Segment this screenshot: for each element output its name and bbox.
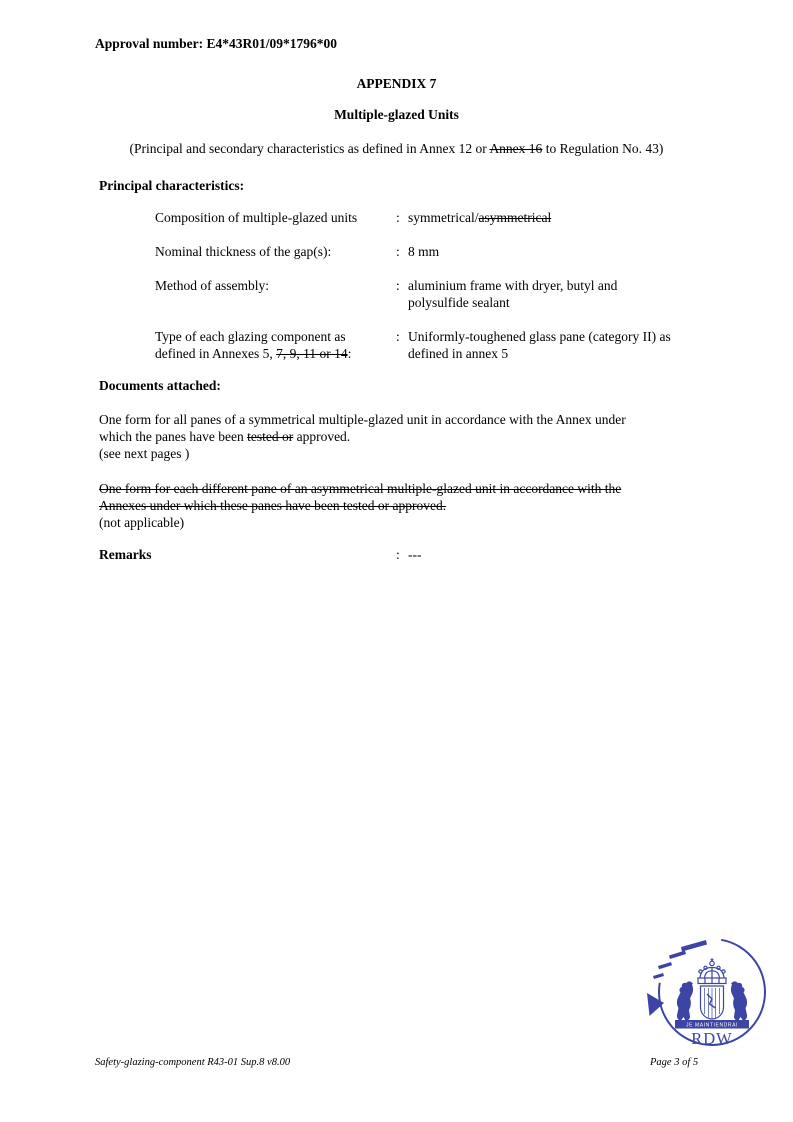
remarks-colon: : xyxy=(396,547,400,562)
remarks-value: --- xyxy=(408,547,422,562)
row-label: Nominal thickness of the gap(s): xyxy=(155,244,332,259)
row-label: Method of assembly: xyxy=(155,278,269,293)
row-value: aluminium frame with dryer, butyl and polysulfide sealant xyxy=(408,278,618,310)
table-row-glazing-type xyxy=(155,328,708,362)
remarks-row xyxy=(99,546,422,563)
row-value: symmetrical/asymmetrical xyxy=(408,210,552,225)
approval-number: Approval number: E4*43R01/09*1796*00 xyxy=(95,36,338,51)
shield-icon xyxy=(701,986,724,1019)
logo-motto: JE MAINTIENDRAI xyxy=(685,1022,739,1029)
documents-attached-heading: Documents attached: xyxy=(99,378,221,393)
rdw-stamp xyxy=(645,936,770,1052)
table-row-assembly-method xyxy=(155,277,708,311)
lion-right-icon xyxy=(731,981,747,1020)
table-row-gap-thickness xyxy=(155,243,708,260)
crown-icon xyxy=(698,958,726,983)
characteristics-table xyxy=(155,209,708,379)
row-colon: : xyxy=(396,278,400,293)
row-colon: : xyxy=(396,210,400,225)
appendix-title: APPENDIX 7 xyxy=(356,76,437,91)
logo-name: RDW xyxy=(691,1029,733,1048)
row-label: Composition of multiple-glazed units xyxy=(155,210,358,225)
documents-paragraph-asymmetrical: One form for each different pane of an asymmetrical multiple-glazed unit in accordance with the Annexes under which these panes have been tested or approved. (not applicable) xyxy=(99,481,622,530)
table-row-composition xyxy=(155,209,708,226)
row-colon: : xyxy=(396,244,400,259)
rdw-logo-icon xyxy=(645,936,770,1048)
principal-characteristics-heading: Principal characteristics: xyxy=(99,178,245,193)
footer-document-reference: Safety-glazing-component R43-01 Sup.8 v8.00 xyxy=(95,1057,291,1068)
row-value: Uniformly-toughened glass pane (category II) as defined in annex 5 xyxy=(408,329,671,361)
lion-left-icon xyxy=(677,981,693,1020)
row-value: 8 mm xyxy=(408,244,440,259)
appendix-subtitle: Multiple-glazed Units xyxy=(334,107,459,122)
remarks-label: Remarks xyxy=(99,547,152,562)
row-label: Type of each glazing component as defined in Annexes 5, 7, 9, 11 or 14: xyxy=(155,329,352,361)
footer-page-number: Page 3 of 5 xyxy=(650,1057,699,1068)
documents-paragraph-symmetrical: One form for all panes of a symmetrical multiple-glazed unit in accordance with the Annex under which the panes have been tested or approved. (see next pages ) xyxy=(99,412,626,461)
scope-note: (Principal and secondary characteristics as defined in Annex 12 or Annex 16 to Regulation No. 43) xyxy=(129,141,664,156)
row-colon: : xyxy=(396,329,400,344)
